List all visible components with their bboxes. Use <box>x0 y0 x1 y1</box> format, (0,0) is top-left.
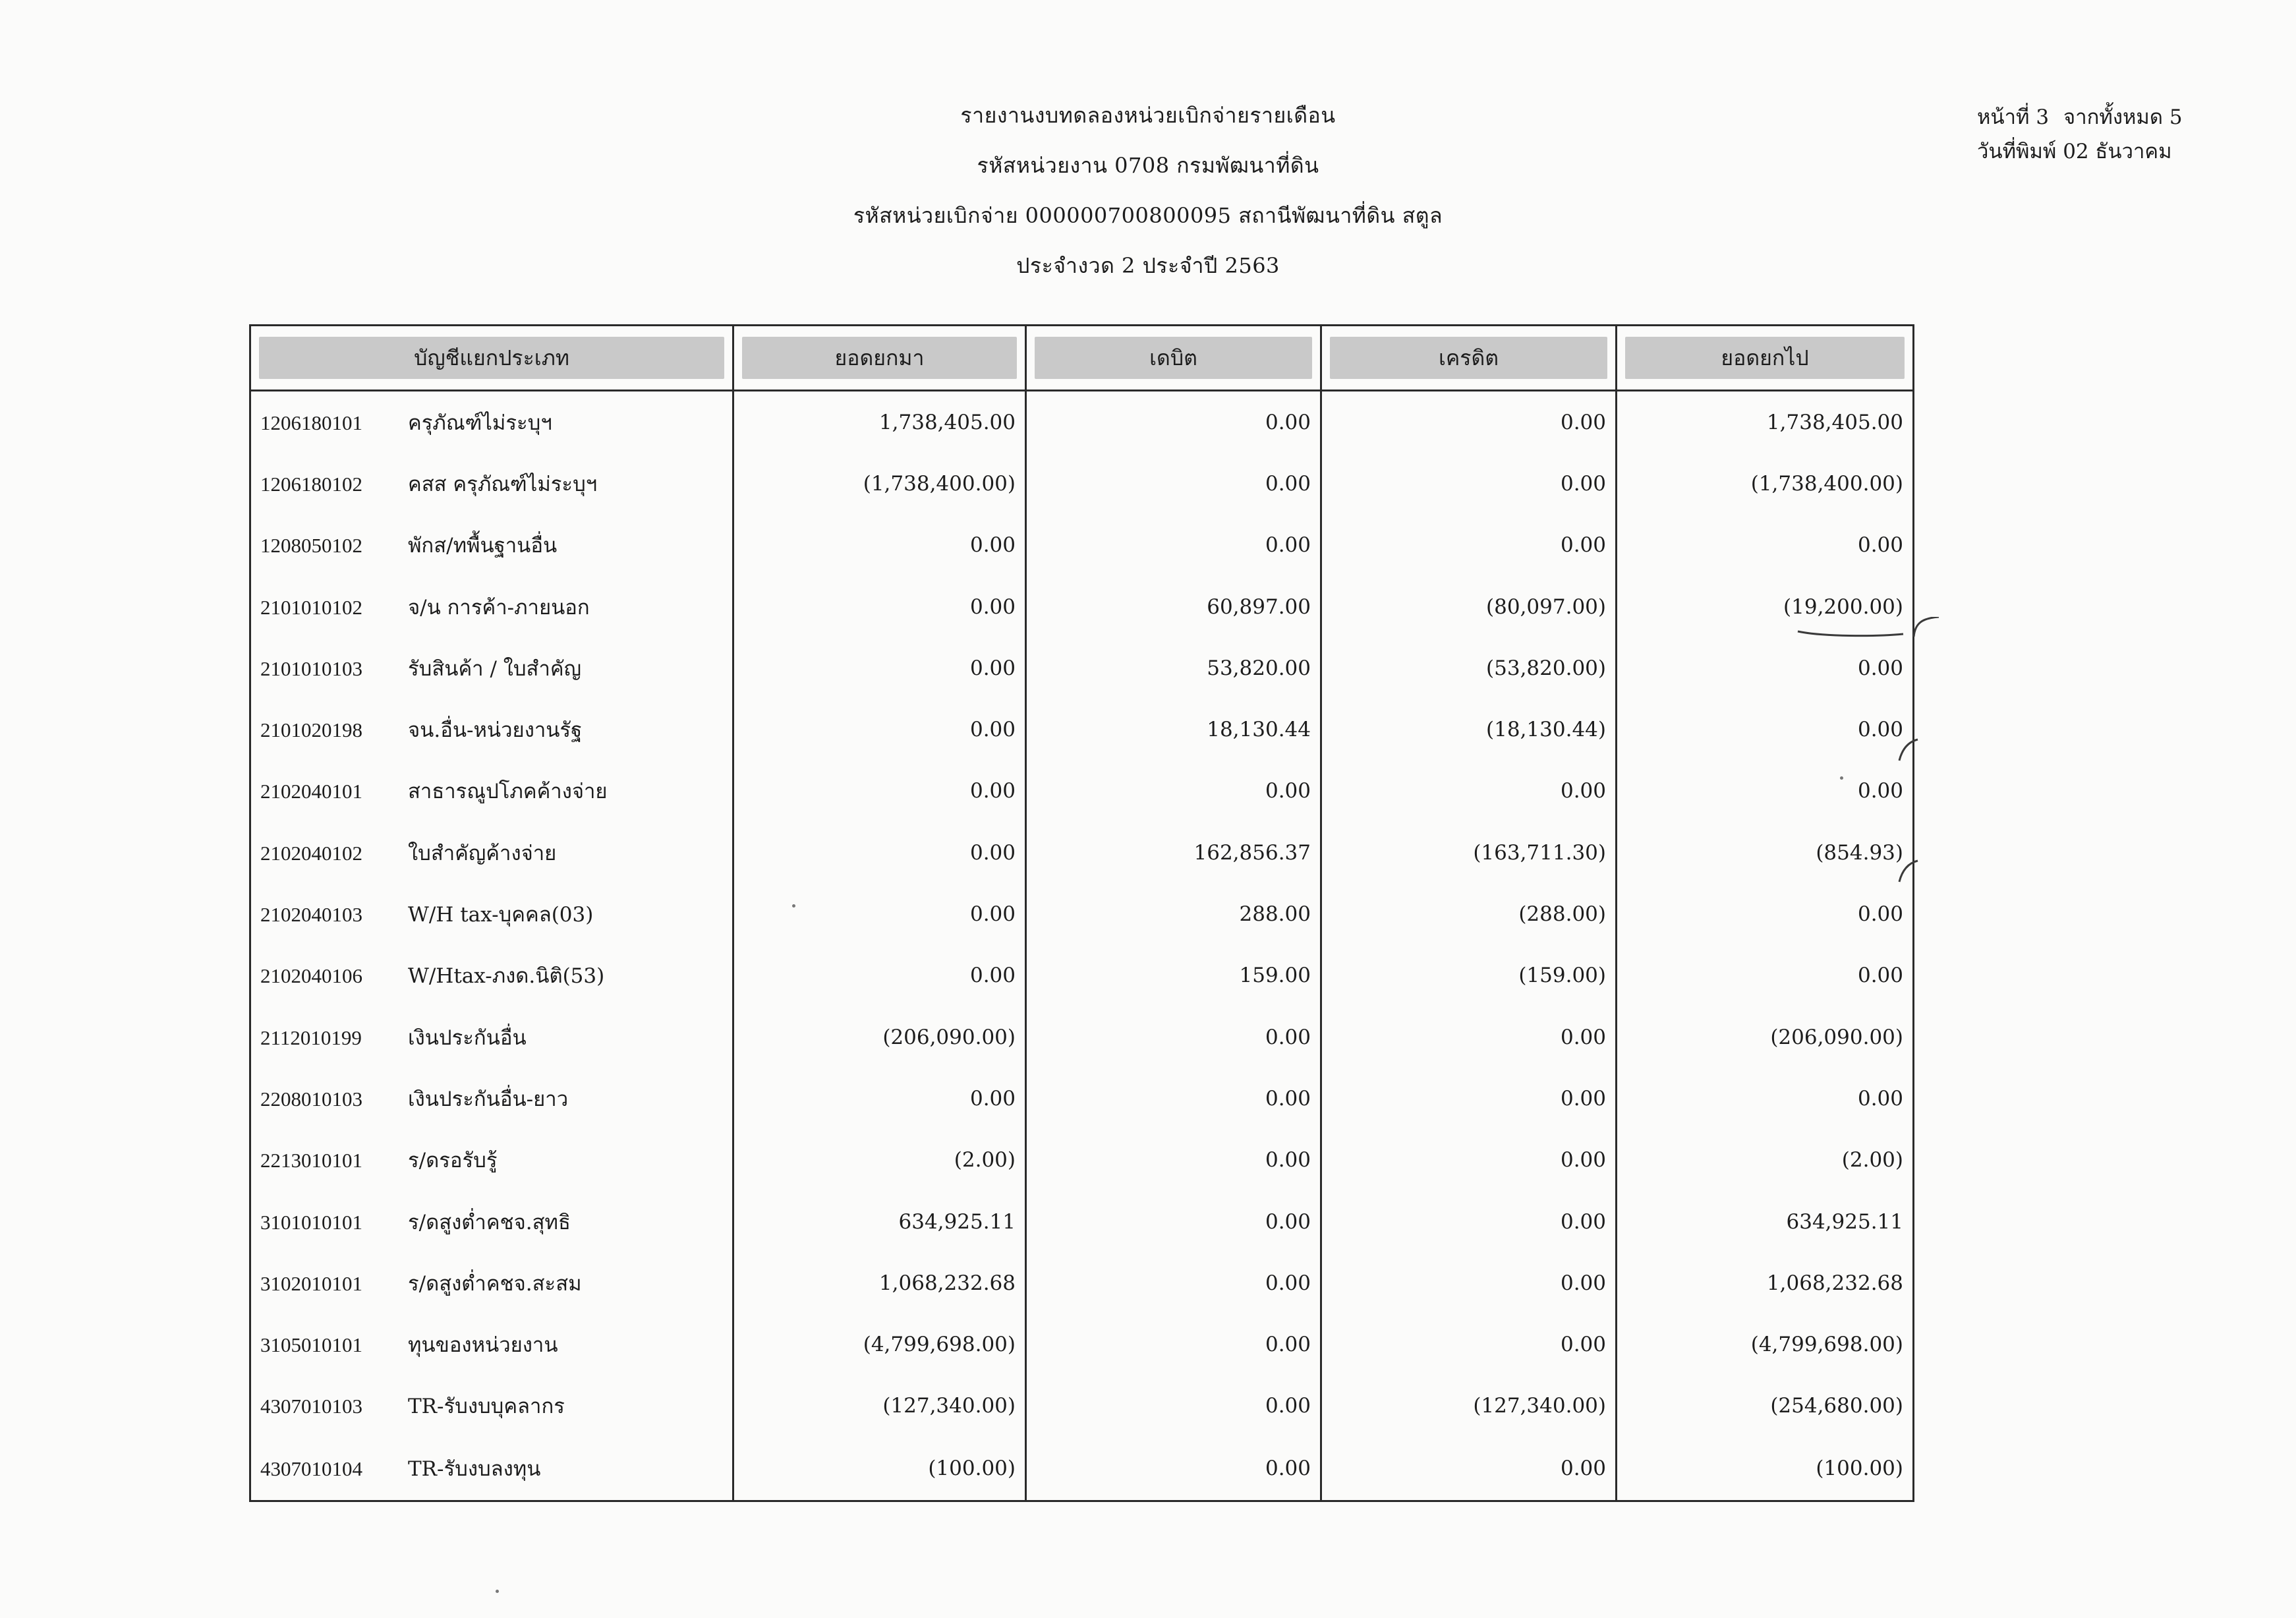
brought-forward-cell: 1,068,232.68 <box>733 1252 1026 1314</box>
carried-forward-cell: (19,200.00) <box>1617 576 1914 637</box>
table-row <box>250 576 1914 637</box>
table-row <box>250 1006 1914 1068</box>
carried-forward-cell: 0.00 <box>1617 515 1914 576</box>
table-row <box>250 453 1914 514</box>
carried-forward-cell: (2.00) <box>1617 1130 1914 1191</box>
account-name: พักส/ทพื้นฐานอื่น <box>408 534 558 558</box>
credit-cell: (53,820.00) <box>1321 637 1617 699</box>
credit-cell: 0.00 <box>1321 453 1617 514</box>
table-row <box>250 391 1914 453</box>
credit-cell: 0.00 <box>1321 761 1617 822</box>
table-row <box>250 1068 1914 1129</box>
brought-forward-cell: 0.00 <box>733 1068 1026 1129</box>
table-row <box>250 1191 1914 1252</box>
brought-forward-cell: 0.00 <box>733 515 1026 576</box>
account-name: เงินประกันอื่น <box>408 1026 527 1050</box>
account-code: 2102040106 <box>260 964 362 988</box>
check-mark-icon <box>1898 737 1924 763</box>
column-header-carried-forward: ยอดยกไป <box>1617 326 1914 391</box>
account-code: 3101010101 <box>260 1210 362 1234</box>
table-row <box>250 761 1914 822</box>
account-name: ครุภัณฑ์ไม่ระบุฯ <box>408 411 552 435</box>
debit-cell: 0.00 <box>1026 1191 1321 1252</box>
credit-cell: 0.00 <box>1321 1068 1617 1129</box>
account-code: 2213010101 <box>260 1149 362 1172</box>
account-name: เงินประกันอื่น-ยาว <box>408 1087 569 1111</box>
carried-forward-cell: (254,680.00) <box>1617 1375 1914 1437</box>
account-code: 1208050102 <box>260 534 362 558</box>
debit-cell: 159.00 <box>1026 945 1321 1006</box>
page-number-line <box>1977 100 2197 134</box>
account-code: 3102010101 <box>260 1271 362 1295</box>
debit-cell: 162,856.37 <box>1026 822 1321 883</box>
column-header-debit: เดบิต <box>1026 326 1321 391</box>
account-cell <box>250 515 733 576</box>
carried-forward-cell: 0.00 <box>1617 945 1914 1006</box>
page-info <box>1977 100 2197 169</box>
credit-cell: (18,130.44) <box>1321 699 1617 760</box>
disbursing-unit-line: รหัสหน่วยเบิกจ่าย 000000700800095 สถานีพัฒนาที่ดิน สตูล <box>853 203 1443 228</box>
debit-cell: 0.00 <box>1026 515 1321 576</box>
trial-balance-table <box>249 324 1914 1502</box>
carried-forward-cell: 0.00 <box>1617 637 1914 699</box>
credit-cell: 0.00 <box>1321 1252 1617 1314</box>
account-cell <box>250 1006 733 1068</box>
debit-cell: 0.00 <box>1026 1006 1321 1068</box>
table-row <box>250 945 1914 1006</box>
brought-forward-cell: 0.00 <box>733 576 1026 637</box>
table-row <box>250 883 1914 944</box>
account-name: จน.อื่น-หน่วยงานรัฐ <box>408 718 583 743</box>
account-name: TR-รับงบบุคลากร <box>408 1395 565 1419</box>
carried-forward-cell: 0.00 <box>1617 761 1914 822</box>
carried-forward-cell: (206,090.00) <box>1617 1006 1914 1068</box>
account-name: ร/ดสูงต่ำคชจ.สุทธิ <box>408 1210 571 1234</box>
debit-cell: 18,130.44 <box>1026 699 1321 760</box>
account-code: 1206180102 <box>260 472 362 496</box>
carried-forward-cell: (100.00) <box>1617 1437 1914 1501</box>
account-name: ร/ดสูงต่ำคชจ.สะสม <box>408 1271 582 1296</box>
table-header-row <box>250 326 1914 391</box>
account-code: 1206180101 <box>260 411 362 434</box>
agency-line: รหัสหน่วยงาน 0708 กรมพัฒนาที่ดิน <box>977 153 1319 178</box>
account-name: จ/น การค้า-ภายนอก <box>408 595 590 620</box>
table-row <box>250 1130 1914 1191</box>
carried-forward-cell: (4,799,698.00) <box>1617 1314 1914 1375</box>
carried-forward-cell: (1,738,400.00) <box>1617 453 1914 514</box>
credit-cell: 0.00 <box>1321 1314 1617 1375</box>
account-code: 2101020198 <box>260 718 362 742</box>
debit-cell: 0.00 <box>1026 1437 1321 1501</box>
period-line: ประจำงวด 2 ประจำปี 2563 <box>1016 253 1280 278</box>
account-code: 2112010199 <box>260 1026 362 1049</box>
account-name: ทุนของหน่วยงาน <box>408 1333 558 1358</box>
report-title: รายงานงบทดลองหน่วยเบิกจ่ายรายเดือน <box>960 103 1336 128</box>
carried-forward-cell: 1,738,405.00 <box>1617 391 1914 453</box>
account-name: รับสินค้า / ใบสำคัญ <box>408 656 582 681</box>
brought-forward-cell: 0.00 <box>733 945 1026 1006</box>
account-cell <box>250 1252 733 1314</box>
credit-cell: 0.00 <box>1321 391 1617 453</box>
credit-cell: 0.00 <box>1321 1006 1617 1068</box>
brought-forward-cell: (1,738,400.00) <box>733 453 1026 514</box>
brought-forward-cell: 0.00 <box>733 883 1026 944</box>
debit-cell: 0.00 <box>1026 391 1321 453</box>
column-header-brought-forward: ยอดยกมา <box>733 326 1026 391</box>
account-cell <box>250 883 733 944</box>
account-cell <box>250 945 733 1006</box>
account-name: TR-รับงบลงทุน <box>408 1457 541 1482</box>
account-code: 2208010103 <box>260 1087 362 1111</box>
account-cell <box>250 822 733 883</box>
account-name: W/H tax-บุคคล(03) <box>408 903 594 927</box>
carried-forward-cell: (854.93) <box>1617 822 1914 883</box>
brought-forward-cell: (100.00) <box>733 1437 1026 1501</box>
account-cell <box>250 1191 733 1252</box>
account-cell <box>250 1130 733 1191</box>
brought-forward-cell: (127,340.00) <box>733 1375 1026 1437</box>
account-code: 2101010102 <box>260 595 362 619</box>
debit-cell: 0.00 <box>1026 1130 1321 1191</box>
table-row <box>250 1314 1914 1375</box>
carried-forward-cell: 0.00 <box>1617 699 1914 760</box>
account-code: 3105010101 <box>260 1333 362 1357</box>
account-cell <box>250 699 733 760</box>
account-name: คสส ครุภัณฑ์ไม่ระบุฯ <box>408 472 598 496</box>
brought-forward-cell: 634,925.11 <box>733 1191 1026 1252</box>
credit-cell: 0.00 <box>1321 1437 1617 1501</box>
table-row <box>250 1375 1914 1437</box>
debit-cell: 60,897.00 <box>1026 576 1321 637</box>
credit-cell: (80,097.00) <box>1321 576 1617 637</box>
table-row <box>250 1252 1914 1314</box>
debit-cell: 0.00 <box>1026 1252 1321 1314</box>
account-cell <box>250 637 733 699</box>
debit-cell: 0.00 <box>1026 1068 1321 1129</box>
account-cell <box>250 576 733 637</box>
column-header-account: บัญชีแยกประเภท <box>250 326 733 391</box>
account-cell <box>250 761 733 822</box>
check-mark-icon <box>1898 858 1924 884</box>
table-row <box>250 637 1914 699</box>
print-date: วันที่พิมพ์ 02 ธันวาคม <box>1977 140 2172 163</box>
account-name: W/Htax-ภงด.นิติ(53) <box>408 964 605 989</box>
debit-cell: 288.00 <box>1026 883 1321 944</box>
account-name: ใบสำคัญค้างจ่าย <box>408 841 557 865</box>
brought-forward-cell: 1,738,405.00 <box>733 391 1026 453</box>
credit-cell: (159.00) <box>1321 945 1617 1006</box>
credit-cell: 0.00 <box>1321 1130 1617 1191</box>
account-code: 2102040101 <box>260 780 362 803</box>
carried-forward-cell: 634,925.11 <box>1617 1191 1914 1252</box>
credit-cell: 0.00 <box>1321 1191 1617 1252</box>
account-code: 4307010103 <box>260 1395 362 1418</box>
debit-cell: 53,820.00 <box>1026 637 1321 699</box>
brought-forward-cell: (206,090.00) <box>733 1006 1026 1068</box>
account-cell <box>250 1314 733 1375</box>
account-cell <box>250 391 733 453</box>
account-code: 4307010104 <box>260 1457 362 1481</box>
brought-forward-cell: (4,799,698.00) <box>733 1314 1026 1375</box>
credit-cell: 0.00 <box>1321 515 1617 576</box>
carried-forward-cell: 0.00 <box>1617 1068 1914 1129</box>
column-header-credit: เครดิต <box>1321 326 1617 391</box>
carried-forward-cell: 0.00 <box>1617 883 1914 944</box>
brought-forward-cell: 0.00 <box>733 699 1026 760</box>
brought-forward-cell: 0.00 <box>733 822 1026 883</box>
carried-forward-cell: 1,068,232.68 <box>1617 1252 1914 1314</box>
page-number: หน้าที่ 3 <box>1977 105 2050 129</box>
account-code: 2101010103 <box>260 656 362 680</box>
credit-cell: (127,340.00) <box>1321 1375 1617 1437</box>
account-name: สาธารณูปโภคค้างจ่าย <box>408 780 608 804</box>
debit-cell: 0.00 <box>1026 453 1321 514</box>
table-row <box>250 1437 1914 1501</box>
account-code: 2102040102 <box>260 841 362 865</box>
check-mark-icon <box>1796 617 1941 656</box>
account-code: 2102040103 <box>260 903 362 927</box>
table-row <box>250 822 1914 883</box>
debit-cell: 0.00 <box>1026 1314 1321 1375</box>
debit-cell: 0.00 <box>1026 761 1321 822</box>
credit-cell: (163,711.30) <box>1321 822 1617 883</box>
brought-forward-cell: 0.00 <box>733 637 1026 699</box>
page-total: จากทั้งหมด 5 <box>2063 105 2183 129</box>
brought-forward-cell: 0.00 <box>733 761 1026 822</box>
account-cell <box>250 1437 733 1501</box>
account-cell <box>250 1375 733 1437</box>
account-cell <box>250 453 733 514</box>
debit-cell: 0.00 <box>1026 1375 1321 1437</box>
account-name: ร/ดรอรับรู้ <box>408 1149 498 1173</box>
brought-forward-cell: (2.00) <box>733 1130 1026 1191</box>
table-body <box>250 391 1914 1501</box>
table-row <box>250 515 1914 576</box>
account-cell <box>250 1068 733 1129</box>
credit-cell: (288.00) <box>1321 883 1617 944</box>
table-row <box>250 699 1914 760</box>
